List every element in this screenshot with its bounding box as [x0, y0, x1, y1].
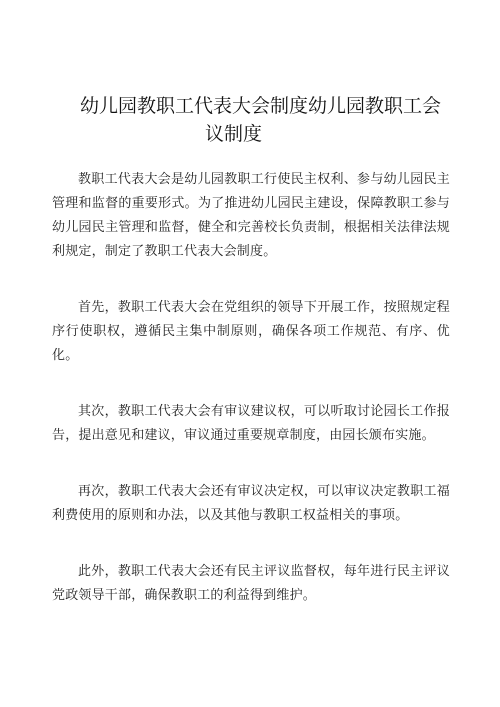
paragraph-third: 再次，教职工代表大会还有审议决定权，可以审议决定教职工福利费使用的原则和办法，以及其他与教职工权益相关的事项。 [52, 484, 450, 523]
document-title [60, 92, 450, 148]
paragraph-fourth: 此外，教职工代表大会还有民主评议监督权，每年进行民主评议党政领导干部，确保教职工的利益得到维护。 [52, 564, 450, 603]
document-title-line-1: 幼儿园教职工代表大会制度幼儿园教职工会 [80, 95, 442, 117]
document-title-line-2: 议制度 [205, 123, 263, 145]
document-body [52, 168, 450, 640]
paragraph-intro: 教职工代表大会是幼儿园教职工行使民主权利、参与幼儿园民主管理和监督的重要形式。为了推进幼儿园民主建设，保障教职工参与幼儿园民主管理和监督，健全和完善校长负责制，根据相关法律法规利规定，制定了教职工代表大会制度。 [52, 172, 450, 259]
paragraph-first: 首先，教职工代表大会在党组织的领导下开展工作，按照规定程序行使职权，遵循民主集中制原则，确保各项工作规范、有序、优化。 [52, 300, 450, 363]
paragraph-second: 其次，教职工代表大会有审议建议权，可以听取讨论园长工作报告，提出意见和建议，审议通过重要规章制度，由园长颁布实施。 [52, 404, 450, 443]
